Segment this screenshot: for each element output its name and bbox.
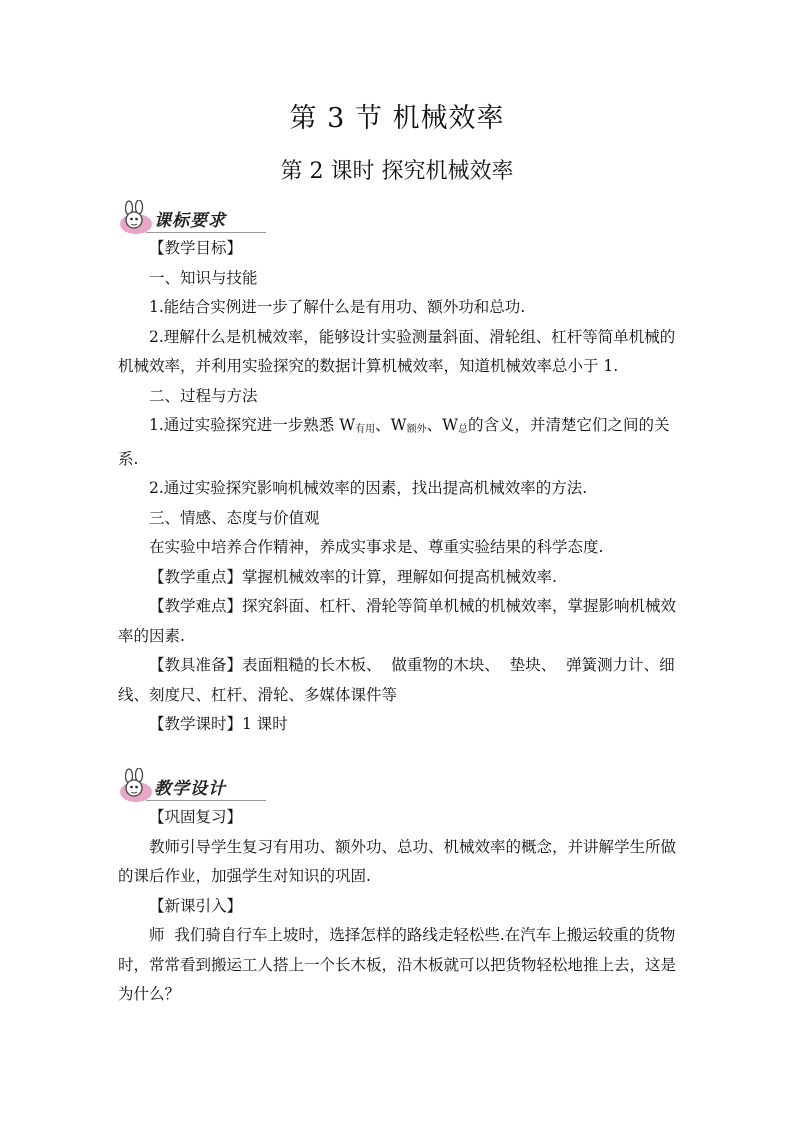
emotion-item-1: 在实验中培养合作精神，养成实事求是、尊重实验结果的科学态度. xyxy=(149,538,604,556)
section-badge-design xyxy=(116,768,266,804)
process-item-1: 1.通过实验探究进一步熟悉 $W_{有用}$、$W_{额外}$、$W_总$的含义，并清楚它们之间的关系. xyxy=(118,416,670,468)
difficulty: 【教学难点】探究斜面、杠杆、滑轮等简单机械的机械效率，掌握影响机械效率的因素. xyxy=(118,597,677,645)
knowledge-item-2: 2.理解什么是机械效率，能够设计实验测量斜面、滑轮组、杠杆等简单机械的机械效率，并利用实验探究的数据计算机械效率，知道机械效率总小于 1. xyxy=(118,327,676,375)
goals-heading: 【教学目标】 xyxy=(149,239,243,257)
page-title: 第 3 节 机械效率 xyxy=(289,103,505,134)
badge-rule xyxy=(146,232,266,233)
process-heading: 二、过程与方法 xyxy=(149,386,258,405)
mascot-icon xyxy=(116,200,156,236)
knowledge-heading: 一、知识与技能 xyxy=(149,268,258,287)
intro-heading: 【新课引入】 xyxy=(149,896,243,915)
badge-label: 课标要求 xyxy=(154,211,226,231)
review-text: 教师引导学生复习有用功、额外功、总功、机械效率的概念，并讲解学生所做的课后作业，加强学生对知识的巩固. xyxy=(118,837,677,885)
class-hours: 【教学课时】1 课时 xyxy=(149,715,288,733)
intro-text: 师 我们骑自行车上坡时，选择怎样的路线走轻松些.在汽车上搬运较重的货物时，常常看到搬运工人搭上一个长木板，沿木板就可以把货物轻松地推上去，这是为什么？ xyxy=(118,926,677,1003)
review-heading: 【巩固复习】 xyxy=(149,808,243,826)
section-requirements-body xyxy=(118,234,678,740)
badge-rule xyxy=(146,800,266,801)
process-item-2: 2.通过实验探究影响机械效率的因素，找出提高机械效率的方法. xyxy=(149,479,588,497)
mascot-icon xyxy=(116,768,156,804)
key-point: 【教学重点】掌握机械效率的计算，理解如何提高机械效率. xyxy=(149,567,557,586)
page-subtitle: 第 2 课时 探究机械效率 xyxy=(280,159,514,184)
section-design-body xyxy=(118,803,678,1010)
emotion-heading: 三、情感、态度与价值观 xyxy=(149,508,320,527)
badge-label: 教学设计 xyxy=(154,779,226,799)
materials: 【教具准备】表面粗糙的长木板、 做重物的木块、 垫块、 弹簧测力计、细线、刻度尺、杠杆、滑轮、多媒体课件等 xyxy=(118,656,675,704)
section-badge-requirements xyxy=(116,200,266,236)
knowledge-item-1: 1.能结合实例进一步了解什么是有用功、额外功和总功. xyxy=(149,298,526,316)
